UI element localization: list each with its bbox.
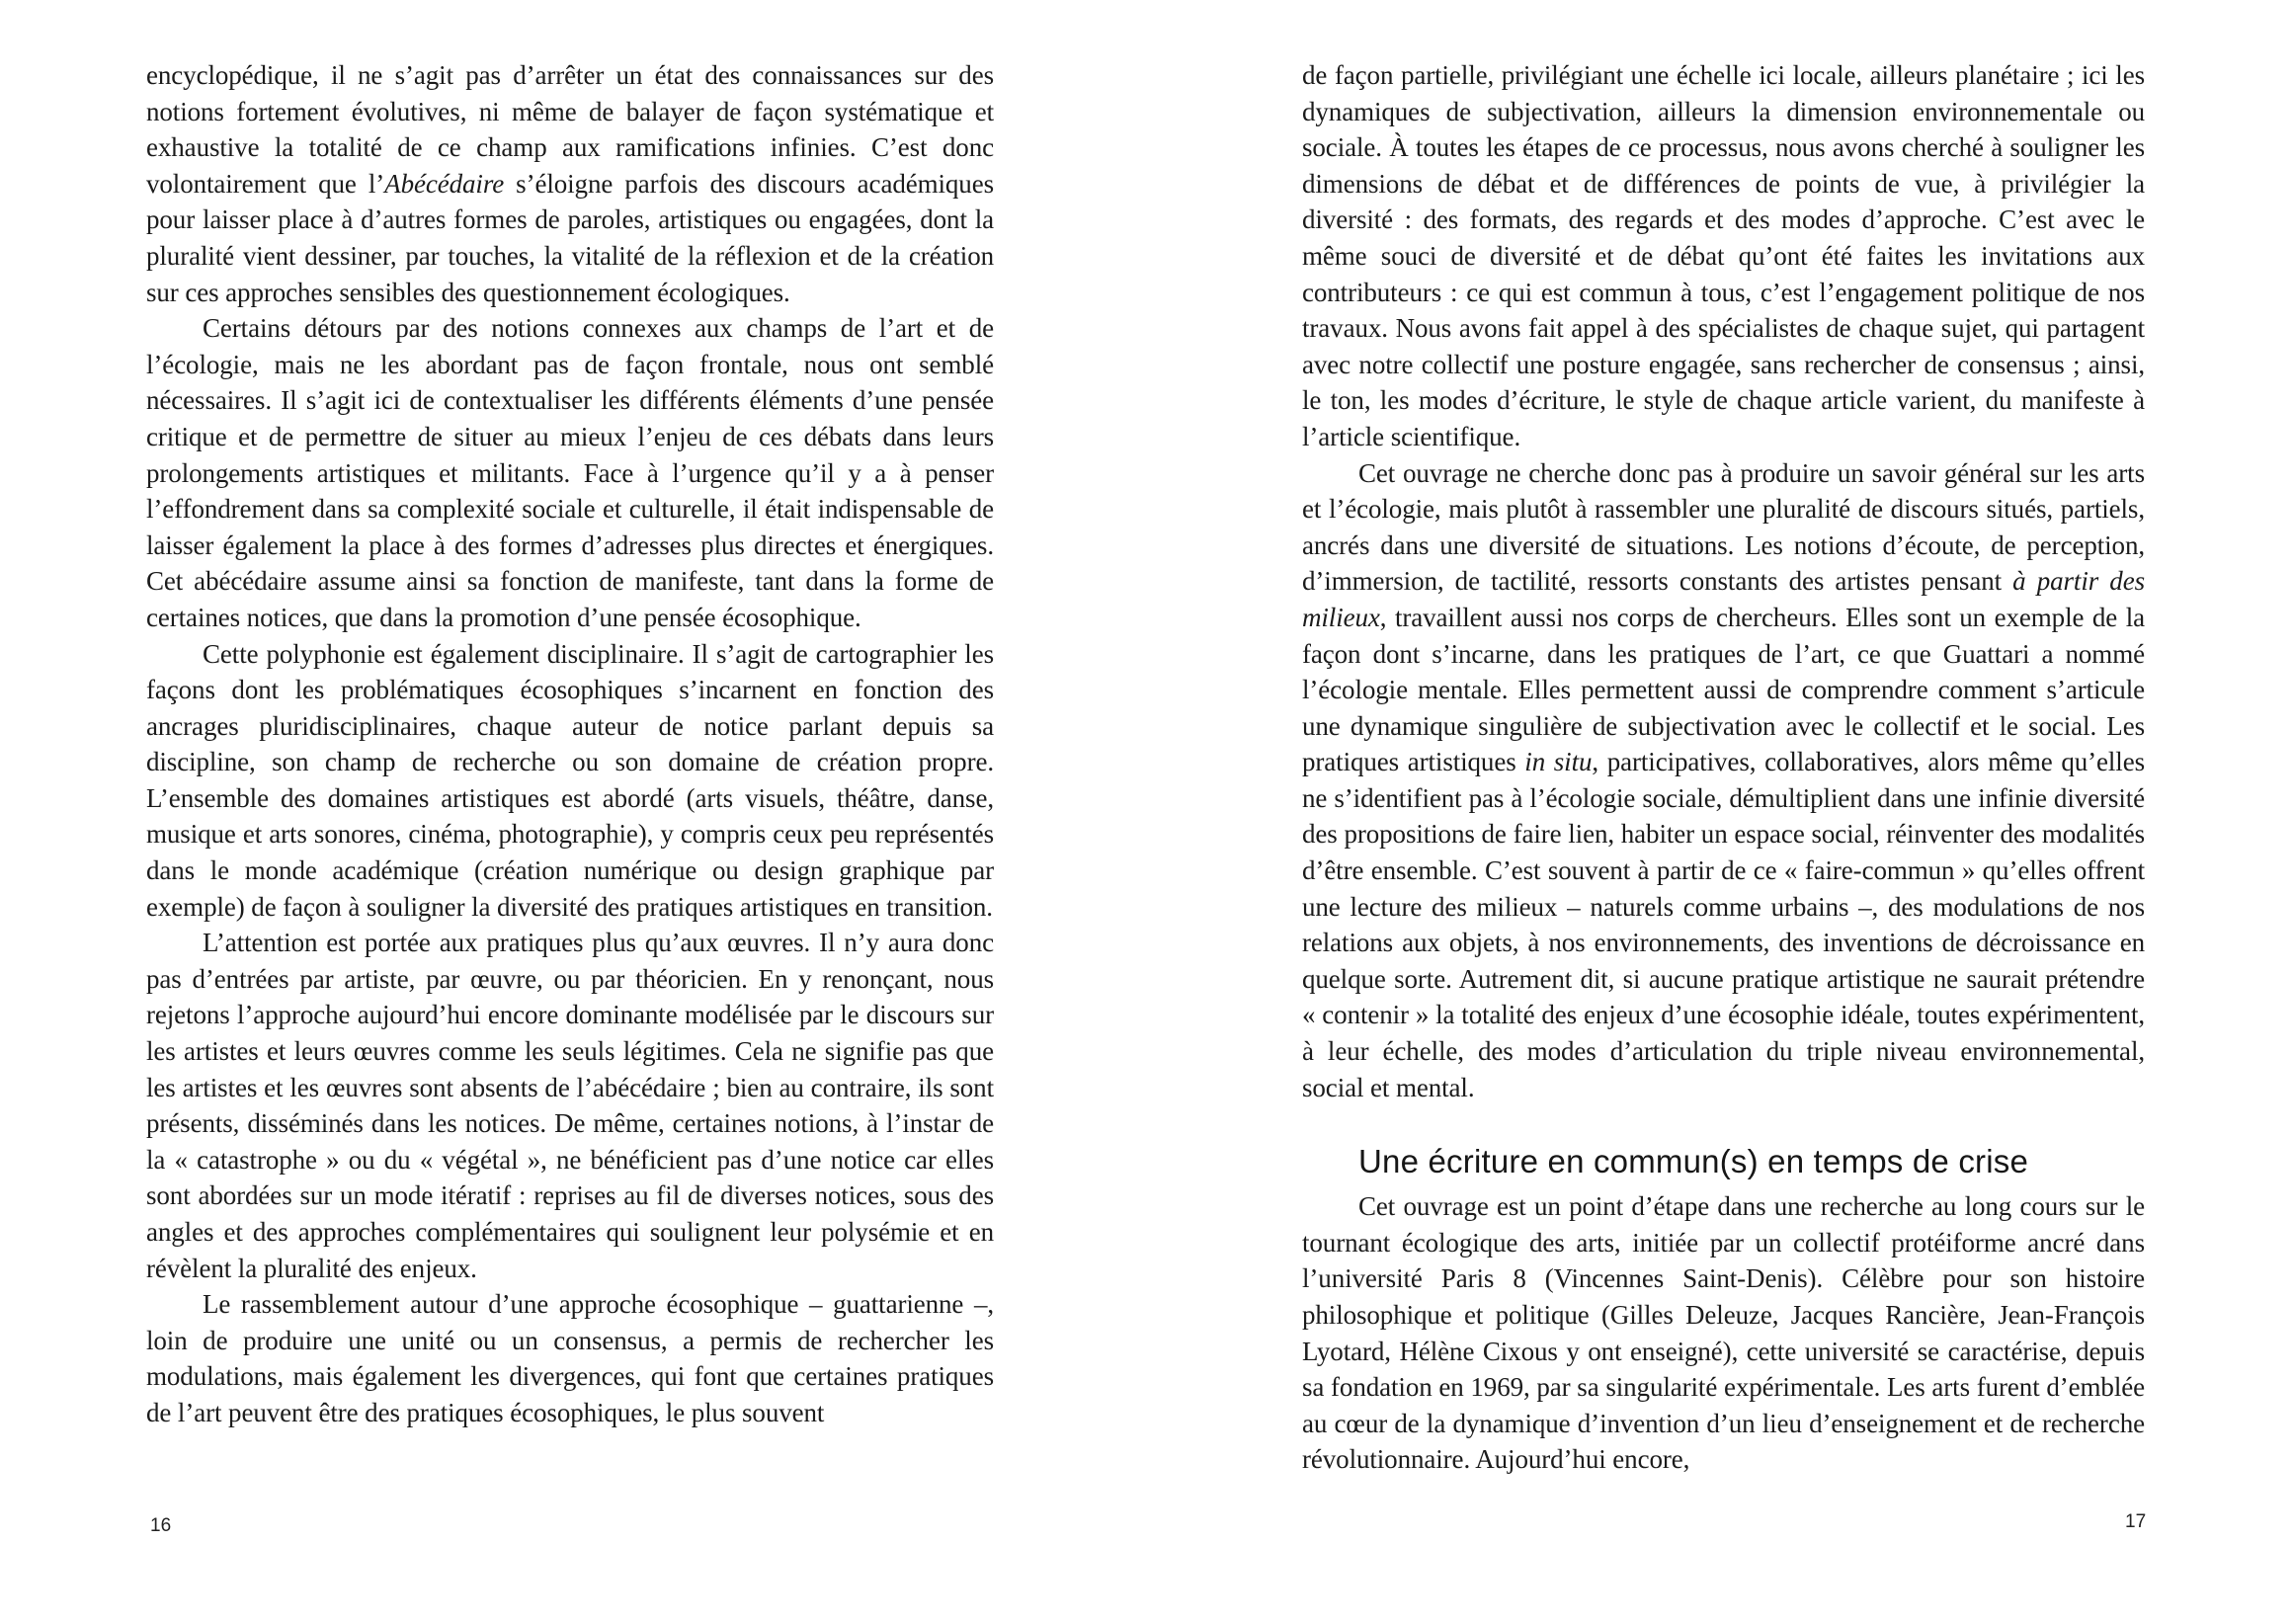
paragraph: Cet ouvrage ne cherche donc pas à produire un savoir général sur les arts et l’écologie, mais plutôt à rassembler une pluralité de discours situés, partiels, ancrés dans une diversité de situations. Les notions d’écoute, de perception, d’immersion, de tactilité, ressorts constants des artistes pensant à partir des milieux, travaillent aussi nos corps de chercheurs. Elles sont un exemple de la façon dont s’incarne, dans les pratiques de l’art, ce que Guattari a nommé l’écologie mentale. Elles permettent aussi de comprendre comment s’articule une dynamique singulière de subjectivation avec le collectif et le social. Les pratiques artistiques in situ, participatives, collaboratives, alors même qu’elles ne s’identifient pas à l’écologie sociale, démultiplient dans une infinie diversité des propositions de faire lien, habiter un espace social, réinventer des modalités d’être ensemble. C’est souvent à partir de ce « faire-commun » qu’elles offrent une lecture des milieux – naturels comme urbains –, des modulations de nos relations aux objets, à nos environnements, des inventions de décroissance en quelque sorte. Autrement dit, si aucune pratique artistique ne saurait prétendre « contenir » la totalité des enjeux d’une écosophie idéale, toutes expérimentent, à leur échelle, des modes d’articulation du triple niveau environnemental, social et mental. [1302,457,2145,1102]
page-number-left: 16 [150,1515,172,1536]
page-number-right: 17 [2125,1511,2147,1532]
page-right [1146,0,2293,1624]
section-heading: Une écriture en commun(s) en temps de crise [1358,1143,2029,1180]
page-right-text-block [1302,57,2145,1495]
paragraph: de façon partielle, privilégiant une échelle ici locale, ailleurs planétaire ; ici les dynamiques de subjectivation, ailleurs la dimension environnementale ou sociale. À toutes les étapes de ce processus, nous avons cherché à souligner les dimensions de débat et de différences de points de vue, à privilégier la diversité : des formats, des regards et des modes d’approche. C’est avec le même souci de diversité et de débat qu’ont été faites les invitations aux contributeurs : ce qui est commun à tous, c’est l’engagement politique de nos travaux. Nous avons fait appel à des spécialistes de chaque sujet, qui partagent avec notre collectif une posture engagée, sans rechercher de consensus ; ainsi, le ton, les modes d’écriture, le style de chaque article varient, du manifeste à l’article scientifique. [1302,60,2145,451]
page-left-text-block [146,57,994,1495]
page-left [0,0,1146,1624]
paragraph: Cet ouvrage est un point d’étape dans une recherche au long cours sur le tournant écologique des arts, initiée par un collectif protéiforme ancré dans l’université Paris 8 (Vincennes Saint-Denis). Célèbre pour son histoire philosophique et politique (Gilles Deleuze, Jacques Rancière, Jean-François Lyotard, Hélène Cixous y ont enseigné), cette université se caractérise, depuis sa fondation en 1969, par sa singularité expérimentale. Les arts furent d’emblée au cœur de la dynamique d’invention d’un lieu d’enseignement et de recherche révolutionnaire. Aujourd’hui encore, [1302,1191,2145,1475]
paragraph: L’attention est portée aux pratiques plus qu’aux œuvres. Il n’y aura donc pas d’entrées par artiste, par œuvre, ou par théoricien. En y renonçant, nous rejetons l’approche aujourd’hui encore dominante modélisée par le discours sur les artistes et leurs œuvres comme les seuls légitimes. Cela ne signifie pas que les artistes et les œuvres sont absents de l’abécédaire ; bien au contraire, ils sont présents, disséminés dans les notices. De même, certaines notions, à l’instar de la « catastrophe » ou du « végétal », ne bénéficient pas d’une notice car elles sont abordées sur un mode itératif : reprises au fil de diverses notices, sous des angles et des approches complémentaires qui soulignent leur polysémie et en révèlent la pluralité des enjeux. [146,928,994,1283]
paragraph: Le rassemblement autour d’une approche écosophique – guattarienne –, loin de produire une unité ou un consensus, a permis de rechercher les modulations, mais également les divergences, qui font que certaines pratiques de l’art peuvent être des pratiques écosophiques, le plus souvent [146,1289,994,1427]
paragraph: encyclopédique, il ne s’agit pas d’arrêter un état des connaissances sur des notions fortement évolutives, ni même de balayer de façon systématique et exhaustive la totalité de ce champ aux ramifications infinies. C’est donc volontairement que l’Abécédaire s’éloigne parfois des discours académiques pour laisser place à d’autres formes de paroles, artistiques ou engagées, dont la pluralité vient dessiner, par touches, la vitalité de la réflexion et de la création sur ces approches sensibles des questionnement écologiques. [146,60,994,307]
paragraph: Certains détours par des notions connexes aux champs de l’art et de l’écologie, mais ne les abordant pas de façon frontale, nous ont semblé nécessaires. Il s’agit ici de contextualiser les différents éléments d’une pensée critique et de permettre de situer au mieux l’enjeu de ces débats dans leurs prolongements artistiques et militants. Face à l’urgence qu’il y a à penser l’effondrement dans sa complexité sociale et culturelle, il était indispensable de laisser également la place à des formes d’adresses plus directes et énergiques. Cet abécédaire assume ainsi sa fonction de manifeste, tant dans la forme de certaines notices, que dans la promotion d’une pensée écosophique. [146,313,994,632]
paragraph: Cette polyphonie est également disciplinaire. Il s’agit de cartographier les façons dont les problématiques écosophiques s’incarnent en fonction des ancrages pluridisciplinaires, chaque auteur de notice parlant depuis sa discipline, son champ de recherche ou son domaine de création propre. L’ensemble des domaines artistiques est abordé (arts visuels, théâtre, danse, musique et arts sonores, cinéma, photographie), y compris ceux peu représentés dans le monde académique (création numérique ou design graphique par exemple) de façon à souligner la diversité des pratiques artistiques en transition. [146,638,994,922]
